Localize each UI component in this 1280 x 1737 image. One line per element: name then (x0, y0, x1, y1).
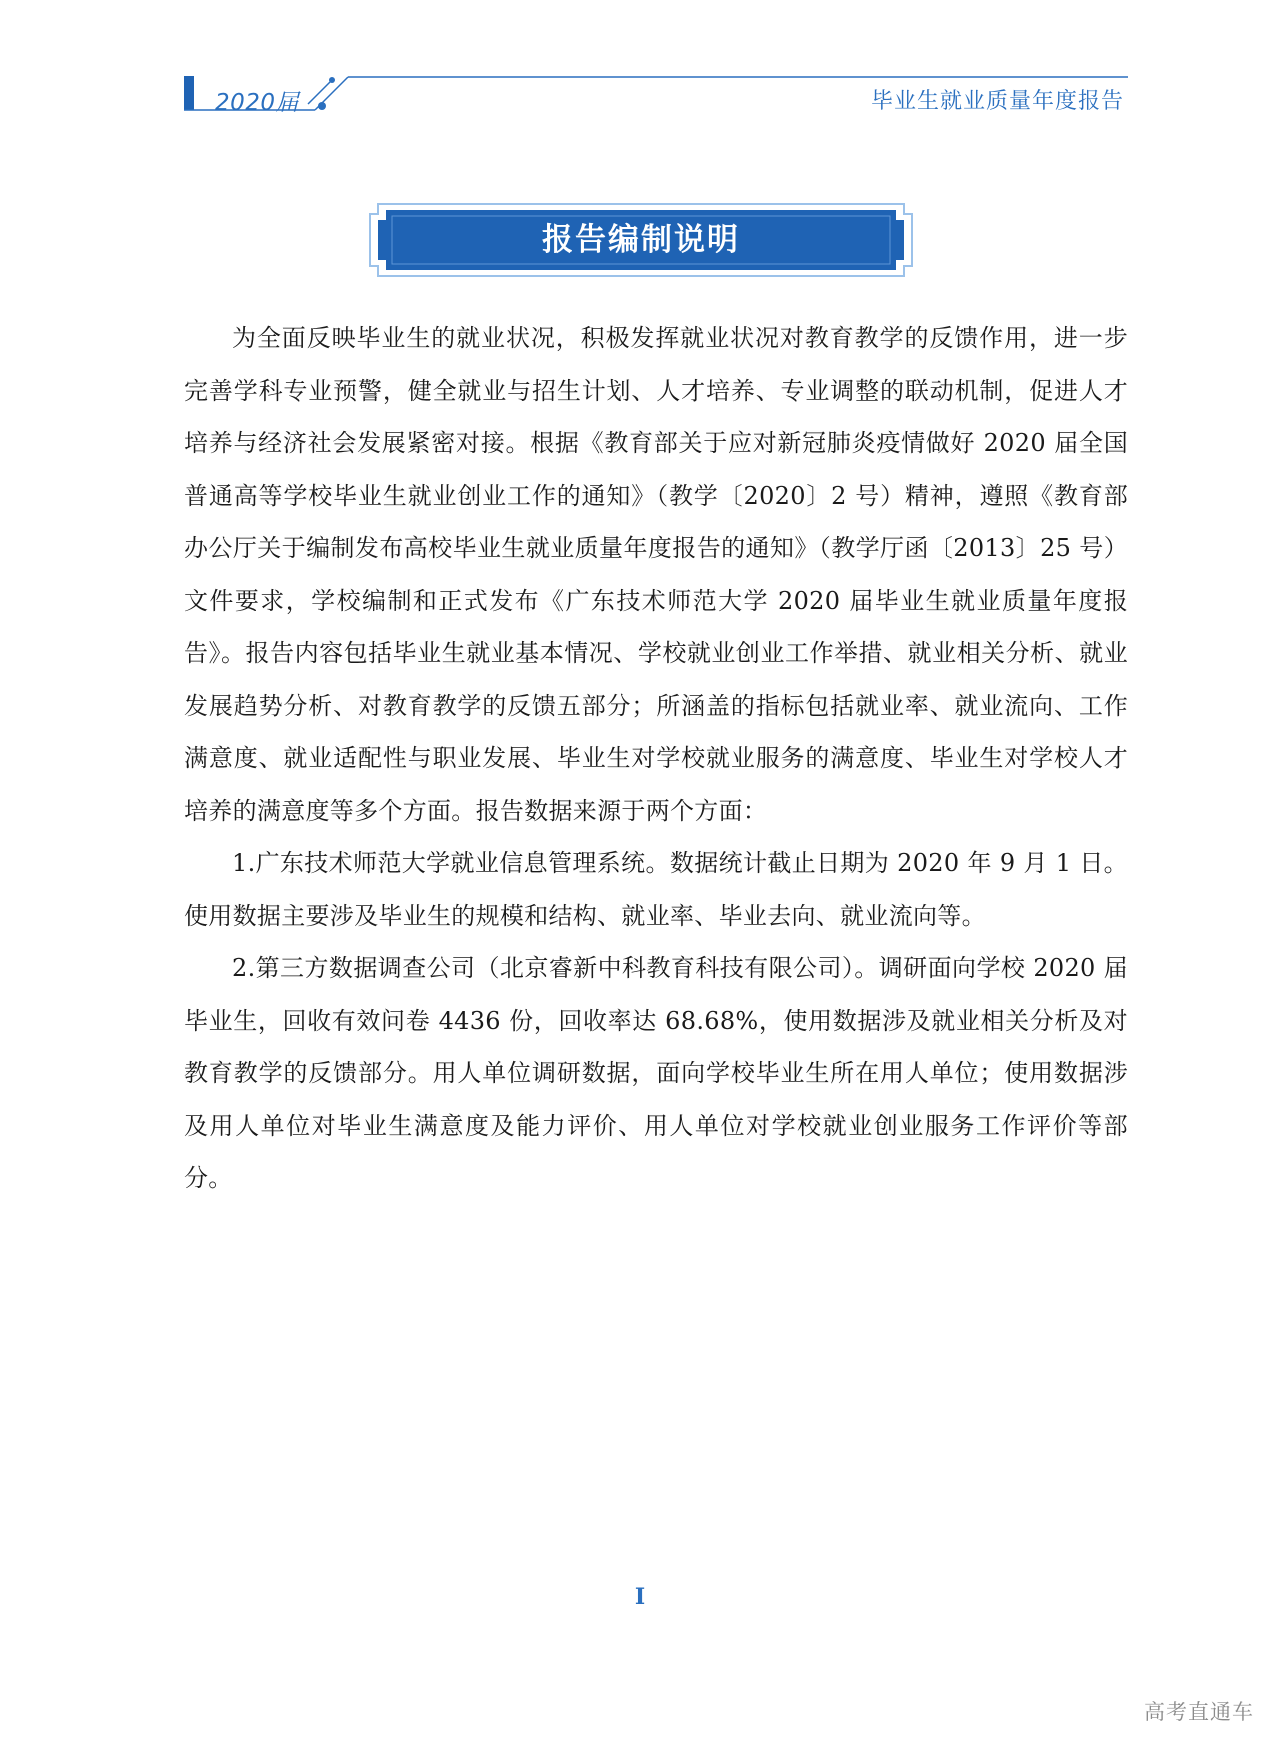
report-body (184, 312, 1128, 1205)
watermark-text: 高考直通车 (1144, 1700, 1254, 1724)
header-year-label: 2020届 (215, 90, 300, 116)
section-title: 报告编制说明 (542, 222, 740, 258)
page-header (0, 0, 1280, 130)
page-number: I (634, 1584, 646, 1610)
header-report-title: 毕业生就业质量年度报告 (870, 89, 1124, 114)
paragraph-source-1: 1.广东技术师范大学就业信息管理系统。数据统计截止日期为 2020 年 9 月 1 日。使用数据主要涉及毕业生的规模和结构、就业率、毕业去向、就业流向等。 (184, 849, 1128, 930)
section-title-banner (366, 200, 916, 280)
paragraph-source-2: 2.第三方数据调查公司（北京睿新中科教育科技有限公司）。调研面向学校 2020 届毕业生，回收有效问卷 4436 份，回收率达 68.68%，使用数据涉及就业相关分析及对教育教学的反馈部分。用人单位调研数据，面向学校毕业生所在用人单位；使用数据涉及用人单位对毕业生满意度及能力评价、用人单位对学校就业创业服务工作评价等部分。 (184, 954, 1128, 1192)
paragraph-intro: 为全面反映毕业生的就业状况，积极发挥就业状况对教育教学的反馈作用，进一步完善学科专业预警，健全就业与招生计划、人才培养、专业调整的联动机制，促进人才培养与经济社会发展紧密对接。根据《教育部关于应对新冠肺炎疫情做好 2020 届全国普通高等学校毕业生就业创业工作的通知》（教学〔2020〕2 号）精神，遵照《教育部办公厅关于编制发布高校毕业生就业质量年度报告的通知》（教学厅函〔2013〕25 号）文件要求，学校编制和正式发布《广东技术师范大学 2020 届毕业生就业质量年度报告》。报告内容包括毕业生就业基本情况、学校就业创业工作举措、就业相关分析、就业发展趋势分析、对教育教学的反馈五部分；所涵盖的指标包括就业率、就业流向、工作满意度、就业适配性与职业发展、毕业生对学校就业服务的满意度、毕业生对学校人才培养的满意度等多个方面。报告数据来源于两个方面： (184, 324, 1128, 825)
